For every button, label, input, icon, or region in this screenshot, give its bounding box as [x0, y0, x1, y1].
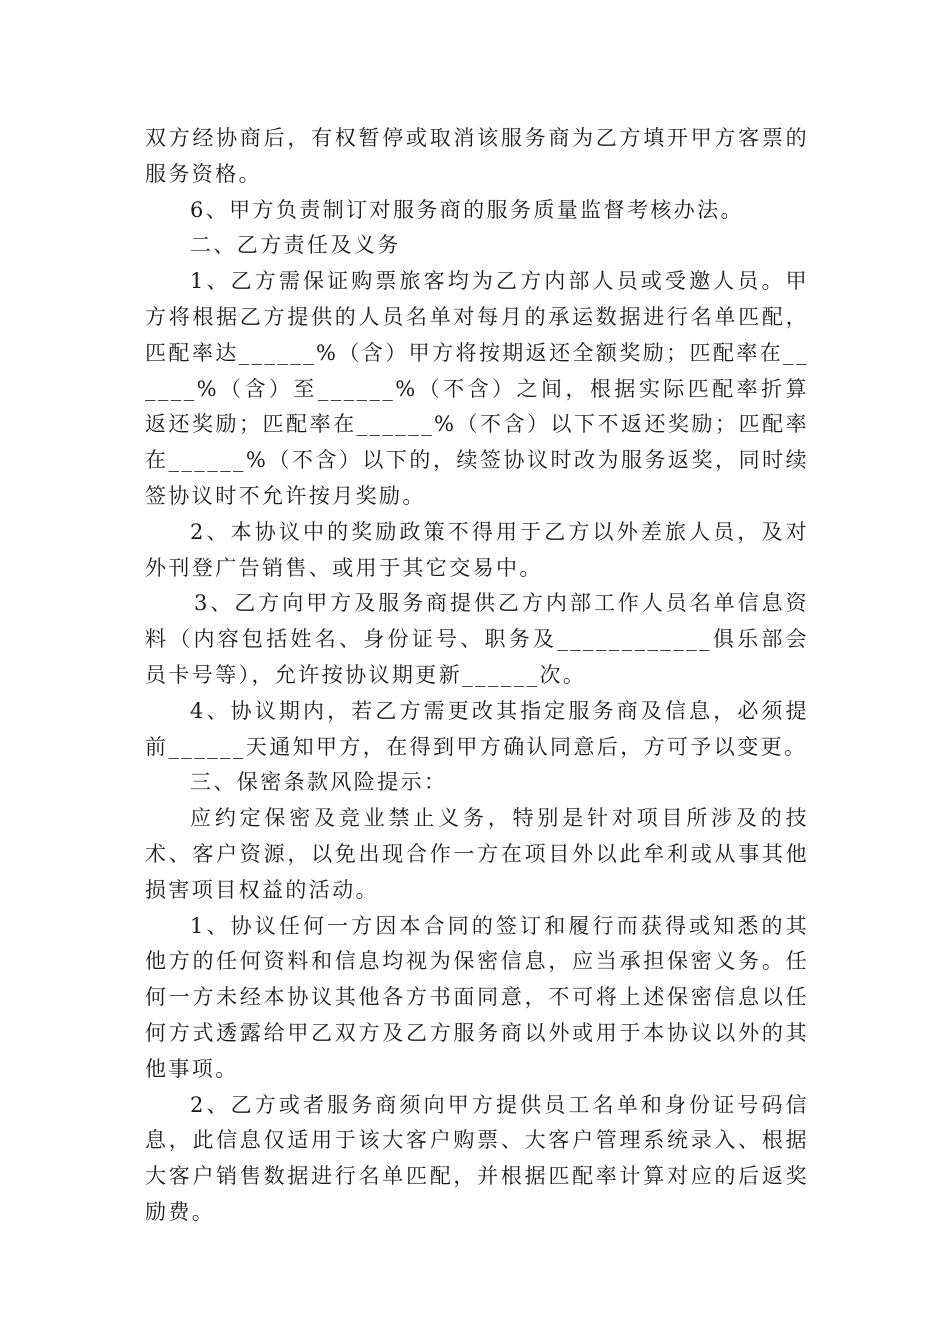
paragraph-clause-6-supervision: 6、甲方负责制订对服务商的服务质量监督考核办法。	[190, 197, 744, 222]
paragraph-clause-2-reward-policy: 2、本协议中的奖励政策不得用于乙方以外差旅人员，及对外刊登广告销售、或用于其它交易中。	[145, 519, 809, 580]
document-body	[145, 121, 809, 1231]
paragraph-clause-4-change-notice: 4、协议期内，若乙方需更改其指定服务商及信息，必须提前______天通知甲方，在得到甲方确认同意后，方可予以变更。	[145, 698, 809, 759]
paragraph-clause-1-matching-rate: 1、乙方需保证购票旅客均为乙方内部人员或受邀人员。甲方将根据乙方提供的人员名单对每月的承运数据进行名单匹配，匹配率达______%（含）甲方将按期返还全额奖励；匹配率在______%（含）至______%（不含）之间，根据实际匹配率折算返还奖励；匹配率在______%（不含）以下不返还奖励；匹配率在______%（不含）以下的，续签协议时改为服务返奖，同时续签协议时不允许按月奖励。	[145, 269, 809, 508]
paragraph-confidentiality-clause-1: 1、协议任何一方因本合同的签订和履行而获得或知悉的其他方的任何资料和信息均视为保密信息，应当承担保密义务。任何一方未经本协议其他各方书面同意，不可将上述保密信息以任何方式透露给甲乙双方及乙方服务商以外或用于本协议以外的其他事项。	[145, 913, 809, 1081]
section-heading-confidentiality: 三、保密条款风险提示：	[190, 770, 448, 795]
paragraph-confidentiality-intro: 应约定保密及竞业禁止义务，特别是针对项目所涉及的技术、客户资源，以免出现合作一方在项目外以此牟利或从事其他损害项目权益的活动。	[145, 806, 809, 902]
paragraph-service-qualification: 双方经协商后，有权暂停或取消该服务商为乙方填开甲方客票的服务资格。	[145, 126, 809, 186]
section-heading-party-b-duties: 二、乙方责任及义务	[190, 233, 401, 258]
paragraph-confidentiality-clause-2: 2、乙方或者服务商须向甲方提供员工名单和身份证号码信息，此信息仅适用于该大客户购票、大客户管理系统录入、根据大客户销售数据进行名单匹配，并根据匹配率计算对应的后返奖励费。	[145, 1092, 809, 1224]
paragraph-clause-3-staff-list: 3、乙方向甲方及服务商提供乙方内部工作人员名单信息资料（内容包括姓名、身份证号、职务及____________俱乐部会员卡号等），允许按协议期更新______次。	[145, 591, 809, 687]
